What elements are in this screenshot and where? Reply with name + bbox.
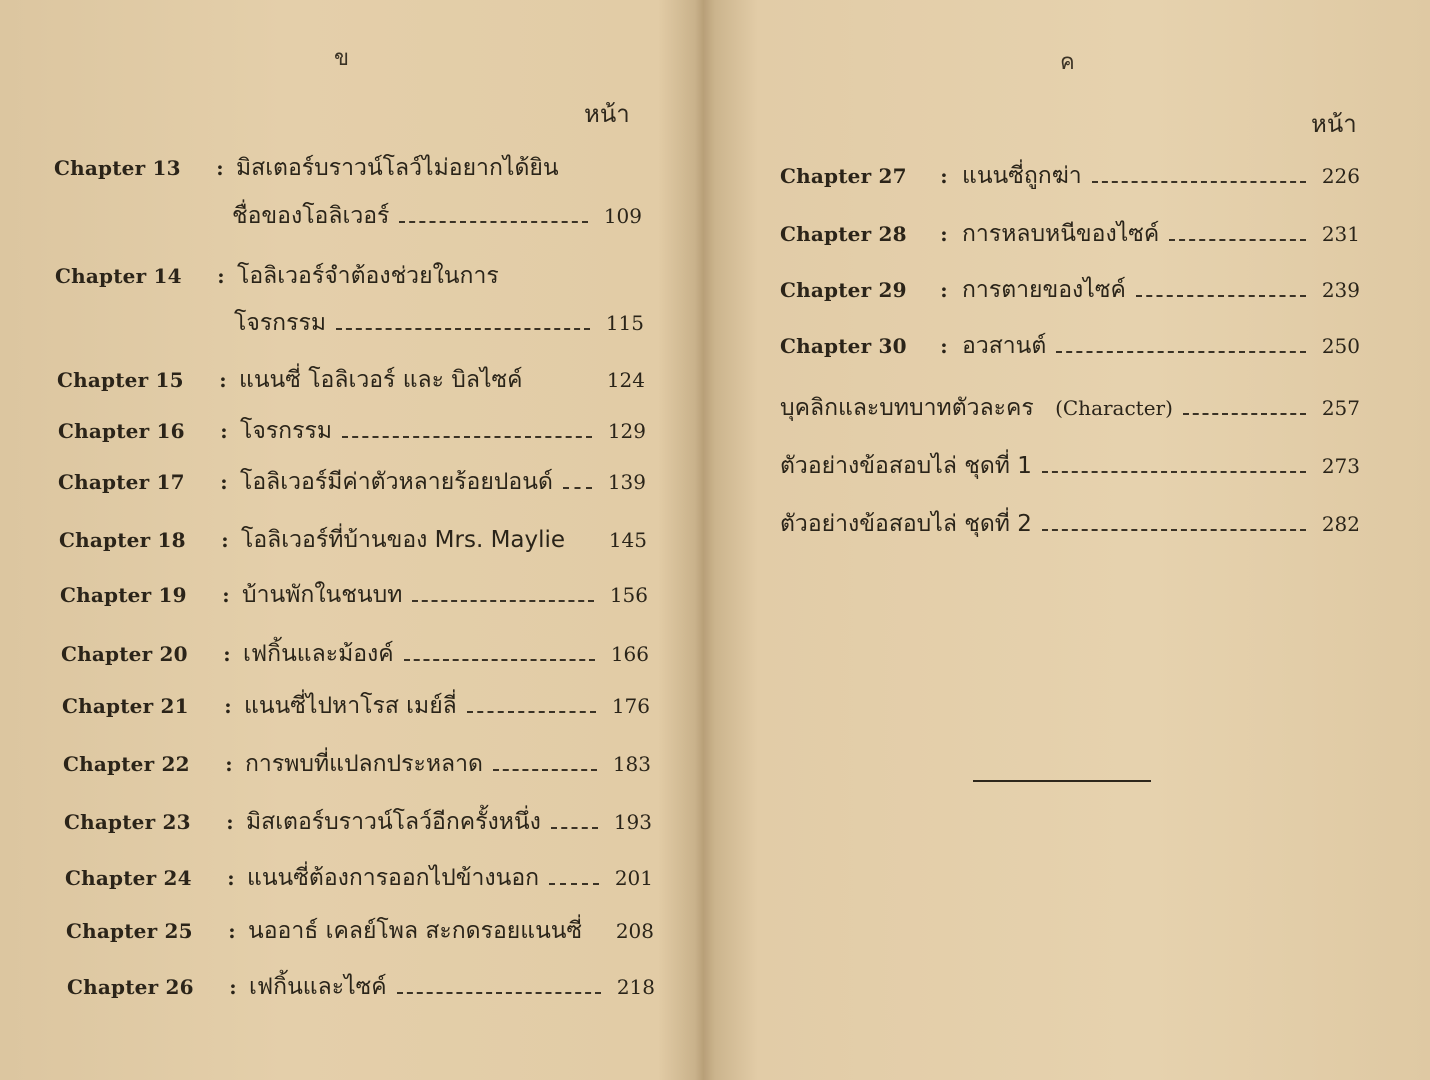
chapter-title: โอลิเวอร์ที่บ้านของ Mrs. Maylie — [241, 527, 566, 553]
chapter-title: การพบที่แปลกประหลาด — [245, 751, 483, 777]
toc-entry — [67, 969, 655, 1003]
toc-entry — [62, 688, 650, 722]
dot-leader — [336, 328, 590, 330]
dot-leader — [342, 436, 592, 438]
toc-entry — [63, 746, 651, 780]
toc-entry — [780, 328, 1360, 362]
chapter-label: Chapter 19 — [60, 583, 187, 607]
toc-entry-appendix — [780, 448, 1360, 482]
dot-leader — [397, 992, 601, 994]
dot-leader — [1092, 181, 1306, 183]
toc-entry — [780, 272, 1360, 306]
chapter-title: การตายของไซค์ — [962, 277, 1126, 303]
chapter-title: แนนซี่ต้องการออกไปข้างนอก — [247, 865, 540, 891]
chapter-label: Chapter 23 — [64, 810, 191, 834]
page-marker: ค — [1060, 50, 1075, 75]
chapter-label: Chapter 30 — [780, 334, 907, 358]
colon-separator: : — [219, 368, 227, 392]
toc-entry — [58, 464, 646, 498]
toc-entry — [61, 636, 649, 670]
chapter-title: แนนซี่ โอลิเวอร์ และ บิลไซค์ — [239, 367, 523, 393]
dot-leader — [1136, 295, 1306, 297]
dot-leader — [1056, 351, 1306, 353]
page-number: 250 — [1321, 334, 1360, 358]
dot-leader — [549, 883, 599, 885]
page-number: 226 — [1321, 164, 1360, 188]
chapter-title: มิสเตอร์บราวน์โลว์ไม่อยากได้ยิน — [236, 155, 559, 181]
chapter-label: Chapter 16 — [58, 419, 185, 443]
chapter-title: โจรกรรม — [240, 418, 332, 444]
chapter-title: บ้านพักในชนบท — [242, 582, 403, 608]
colon-separator: : — [220, 470, 228, 494]
page-number: 183 — [612, 752, 651, 776]
chapter-title: นออาธ์ เคลย์โพล สะกดรอยแนนซี่ — [248, 918, 583, 944]
dot-leader — [1042, 471, 1306, 473]
colon-separator: : — [226, 810, 234, 834]
chapter-label: Chapter 17 — [58, 470, 185, 494]
page-number: 129 — [607, 419, 646, 443]
chapter-label: Chapter 22 — [63, 752, 190, 776]
appendix-title-thai: บุคลิกและบทบาทตัวละคร — [780, 395, 1034, 421]
appendix-title-latin: (Character) — [1055, 396, 1173, 420]
colon-separator: : — [940, 278, 948, 302]
page-number: 239 — [1321, 278, 1360, 302]
dot-leader — [399, 221, 588, 223]
page-number: 193 — [613, 810, 652, 834]
appendix-title — [780, 390, 1173, 426]
chapter-title: แนนซี่ไปหาโรส เมย์ลี่ — [244, 693, 457, 719]
toc-entry — [58, 413, 646, 447]
dot-leader — [1042, 529, 1306, 531]
colon-separator: : — [940, 222, 948, 246]
colon-separator: : — [228, 919, 236, 943]
toc-entry — [780, 158, 1360, 192]
colon-separator: : — [229, 975, 237, 999]
toc-entry — [54, 150, 644, 184]
dot-leader — [1183, 413, 1306, 415]
toc-entry-appendix — [780, 390, 1360, 424]
page-number: 231 — [1321, 222, 1360, 246]
page-number: 166 — [610, 642, 649, 666]
colon-separator: : — [220, 419, 228, 443]
colon-separator: : — [221, 528, 229, 552]
chapter-label: Chapter 18 — [59, 528, 186, 552]
colon-separator: : — [217, 264, 225, 288]
chapter-title: เฟกิ้นและม้องค์ — [243, 641, 394, 667]
colon-separator: : — [940, 164, 948, 188]
toc-entry-continuation — [232, 198, 642, 232]
chapter-label: Chapter 15 — [57, 368, 184, 392]
page-number: 139 — [607, 470, 646, 494]
page-number: 124 — [606, 368, 645, 392]
chapter-label: Chapter 21 — [62, 694, 189, 718]
colon-separator: : — [227, 866, 235, 890]
toc-entry — [57, 362, 645, 396]
page-marker: ข — [334, 46, 350, 71]
chapter-title: การหลบหนีของไซค์ — [962, 221, 1160, 247]
toc-entry — [64, 804, 652, 838]
end-rule — [973, 780, 1151, 782]
toc-entry — [780, 216, 1360, 250]
colon-separator: : — [225, 752, 233, 776]
colon-separator: : — [222, 583, 230, 607]
page-number: 145 — [608, 528, 647, 552]
toc-entry — [66, 913, 654, 947]
dot-leader — [563, 487, 592, 489]
chapter-label: Chapter 24 — [65, 866, 192, 890]
chapter-title: โอลิเวอร์มีค่าตัวหลายร้อยปอนด์ — [240, 469, 553, 495]
chapter-label: Chapter 13 — [54, 156, 181, 180]
page-number: 273 — [1321, 454, 1360, 478]
toc-entry — [65, 860, 653, 894]
toc-entry — [60, 577, 648, 611]
dot-leader — [493, 769, 597, 771]
chapter-label: Chapter 28 — [780, 222, 907, 246]
dot-leader — [467, 711, 596, 713]
chapter-label: Chapter 27 — [780, 164, 907, 188]
dot-leader — [551, 827, 598, 829]
page-number: 208 — [615, 919, 654, 943]
dot-leader — [1169, 239, 1306, 241]
colon-separator: : — [223, 642, 231, 666]
dot-leader — [412, 600, 594, 602]
page-number: 218 — [616, 975, 655, 999]
page-number: 109 — [603, 204, 642, 228]
chapter-label: Chapter 29 — [780, 278, 907, 302]
page-number: 176 — [611, 694, 650, 718]
chapter-title: อวสานต์ — [962, 333, 1047, 359]
page-number: 257 — [1321, 396, 1360, 420]
page-column-heading: หน้า — [584, 100, 630, 128]
toc-entry — [55, 258, 645, 292]
page-column-heading: หน้า — [1311, 110, 1357, 138]
page-number: 282 — [1321, 512, 1360, 536]
page-number: 156 — [609, 583, 648, 607]
appendix-title: ตัวอย่างข้อสอบไล่ ชุดที่ 2 — [780, 511, 1032, 537]
chapter-label: Chapter 25 — [66, 919, 193, 943]
left-page — [0, 0, 695, 1080]
colon-separator: : — [216, 156, 224, 180]
chapter-title: แนนซี่ถูกฆ่า — [962, 163, 1082, 189]
chapter-label: Chapter 26 — [67, 975, 194, 999]
toc-entry-continuation — [234, 305, 644, 339]
page-number: 201 — [614, 866, 653, 890]
chapter-title: เฟกิ้นและไซค์ — [249, 974, 387, 1000]
toc-entry-appendix — [780, 506, 1360, 540]
dot-leader — [404, 659, 595, 661]
chapter-label: Chapter 14 — [55, 264, 182, 288]
colon-separator: : — [224, 694, 232, 718]
toc-entry — [59, 522, 647, 556]
page-number: 115 — [605, 311, 644, 335]
appendix-title: ตัวอย่างข้อสอบไล่ ชุดที่ 1 — [780, 453, 1032, 479]
chapter-title: มิสเตอร์บราวน์โลว์อีกครั้งหนึ่ง — [246, 809, 541, 835]
chapter-title: โอลิเวอร์จำต้องช่วยในการ — [237, 263, 499, 289]
chapter-title-continued: โจรกรรม — [234, 310, 326, 336]
colon-separator: : — [940, 334, 948, 358]
right-page — [705, 0, 1430, 1080]
chapter-label: Chapter 20 — [61, 642, 188, 666]
chapter-title-continued: ชื่อของโอลิเวอร์ — [232, 203, 390, 229]
